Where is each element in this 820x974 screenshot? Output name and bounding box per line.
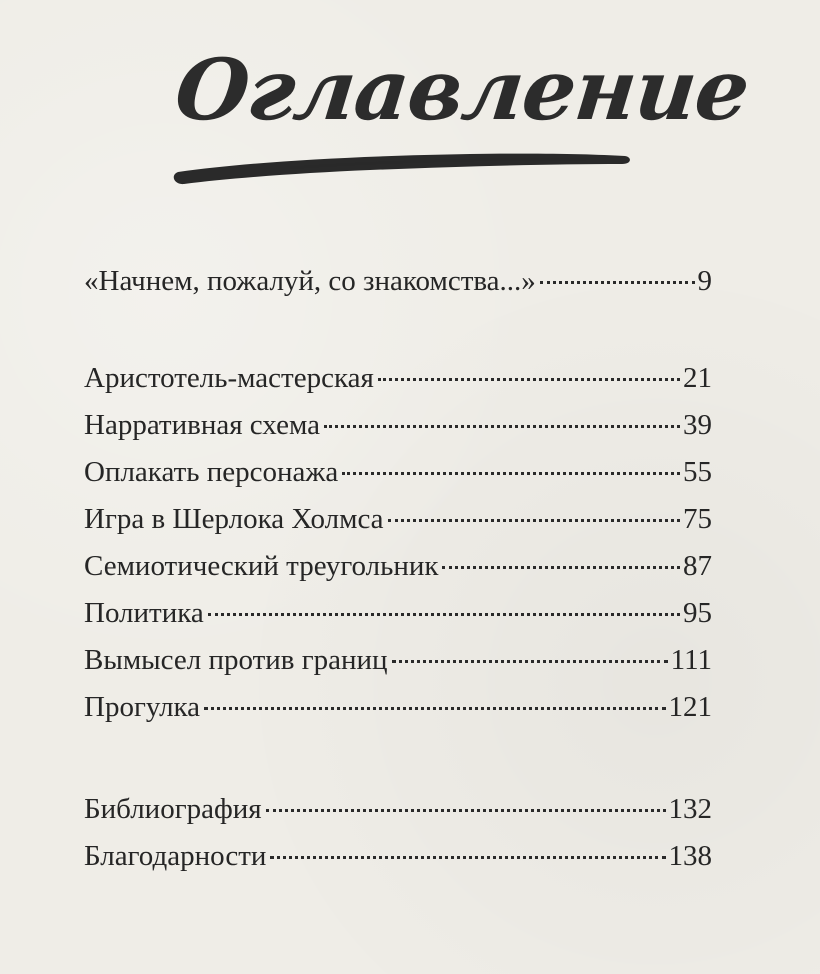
dot-leader bbox=[540, 281, 695, 284]
dot-leader bbox=[442, 566, 680, 569]
toc-heading bbox=[170, 30, 754, 190]
toc-entry-page: 132 bbox=[668, 793, 712, 825]
toc-entry-title: Семиотический треугольник bbox=[84, 550, 439, 582]
toc-entry-title: Прогулка bbox=[84, 691, 201, 723]
dot-leader bbox=[324, 425, 680, 428]
dot-leader bbox=[388, 519, 680, 522]
toc-entry-title: Библиография bbox=[84, 793, 262, 825]
toc-entry-page: 39 bbox=[683, 409, 712, 441]
toc-entry-page: 111 bbox=[670, 644, 712, 676]
dot-leader bbox=[208, 613, 680, 616]
toc-entry-title: Нарративная схема bbox=[84, 409, 320, 441]
dot-leader bbox=[378, 378, 680, 381]
toc-entry[interactable] bbox=[84, 496, 712, 543]
toc-entry[interactable] bbox=[84, 833, 712, 880]
toc-entry[interactable] bbox=[84, 402, 712, 449]
toc-entry-title: Благодарности bbox=[84, 840, 267, 872]
toc-group-intro bbox=[84, 258, 712, 305]
dot-leader bbox=[266, 809, 666, 812]
toc-entry-title: Оплакать персонажа bbox=[84, 456, 339, 488]
toc-entry-page: 121 bbox=[668, 691, 712, 723]
dot-leader bbox=[342, 472, 680, 475]
toc-entry-page: 95 bbox=[683, 597, 712, 629]
toc-entry[interactable] bbox=[84, 637, 712, 684]
toc-entry[interactable] bbox=[84, 786, 712, 833]
toc-entry[interactable] bbox=[84, 684, 712, 731]
toc-entry[interactable] bbox=[84, 258, 712, 305]
toc-heading-text: Оглавление bbox=[170, 40, 754, 139]
toc-entry-page: 55 bbox=[683, 456, 712, 488]
toc-entry-page: 138 bbox=[668, 840, 712, 872]
toc-entry-title: Аристотель-мастерская bbox=[84, 362, 374, 394]
dot-leader bbox=[392, 660, 668, 663]
toc-entry-page: 87 bbox=[683, 550, 712, 582]
toc-entry-title: «Начнем, пожалуй, со знакомства...» bbox=[84, 265, 536, 297]
toc-entry-title: Политика bbox=[84, 597, 204, 629]
toc-entry-title: Игра в Шерлока Холмса bbox=[84, 503, 384, 535]
toc-entry[interactable] bbox=[84, 449, 712, 496]
toc-entry[interactable] bbox=[84, 590, 712, 637]
toc-entry-title: Вымысел против границ bbox=[84, 644, 388, 676]
dot-leader bbox=[204, 707, 665, 710]
toc-group-chapters bbox=[84, 355, 712, 731]
toc-entry-page: 75 bbox=[683, 503, 712, 535]
toc-entry-page: 21 bbox=[683, 362, 712, 394]
toc-entry-page: 9 bbox=[697, 265, 712, 297]
toc-entry[interactable] bbox=[84, 543, 712, 590]
toc-group-back-matter bbox=[84, 786, 712, 880]
brush-underline bbox=[170, 142, 640, 192]
dot-leader bbox=[270, 856, 665, 859]
toc-entry[interactable] bbox=[84, 355, 712, 402]
